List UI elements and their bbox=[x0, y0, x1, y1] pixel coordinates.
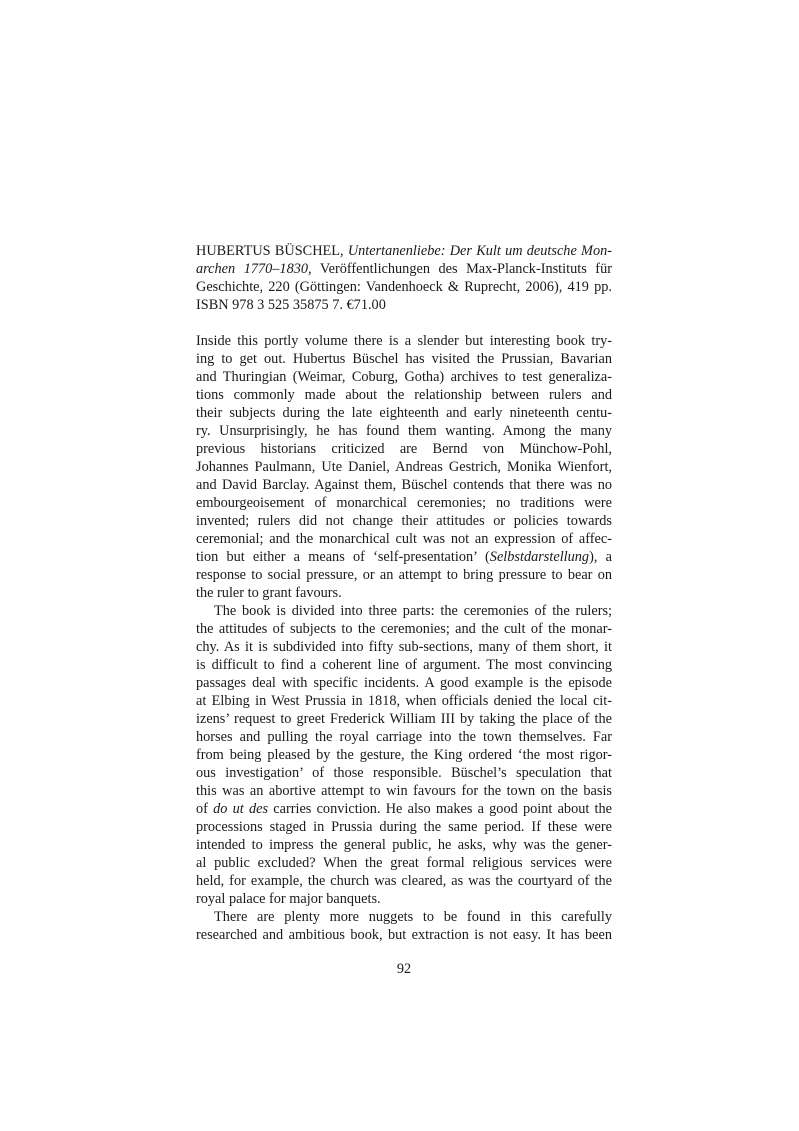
body-line: ous investigation’ of those responsible. Büschel’s speculation that bbox=[196, 765, 612, 781]
body-line: and Thuringian (Weimar, Coburg, Gotha) archives to test generaliza- bbox=[196, 369, 612, 385]
review-page bbox=[196, 0, 612, 1131]
book-title: Untertanenliebe: Der Kult um deutsche Mon- bbox=[347, 243, 613, 259]
body-line: of do ut des carries conviction. He also makes a good point about the bbox=[196, 801, 613, 817]
body-line: is difficult to find a coherent line of argument. The most convincing bbox=[196, 657, 612, 673]
body-line: Johannes Paulmann, Ute Daniel, Andreas Gestrich, Monika Wienfort, bbox=[196, 459, 612, 475]
body-line: previous historians criticized are Bernd von Münchow-Pohl, bbox=[196, 441, 612, 457]
body-line: at Elbing in West Prussia in 1818, when officials denied the local cit- bbox=[196, 693, 612, 709]
body-line: al public excluded? When the great formal religious services were bbox=[196, 855, 612, 871]
body-line: processions staged in Prussia during the same period. If these were bbox=[196, 819, 612, 835]
body-line: researched and ambitious book, but extraction is not easy. It has been bbox=[196, 927, 612, 943]
body-line: The book is divided into three parts: the ceremonies of the rulers; bbox=[214, 603, 612, 619]
body-line: the attitudes of subjects to the ceremonies; and the cult of the monar- bbox=[196, 621, 612, 637]
body-line: from being pleased by the gesture, the King ordered ‘the most rigor- bbox=[196, 747, 612, 763]
body-line: passages deal with specific incidents. A good example is the episode bbox=[196, 675, 612, 691]
page-number: 92 bbox=[396, 961, 412, 977]
book-title: archen 1770–1830 bbox=[196, 261, 309, 277]
isbn-price: ISBN 978 3 525 35875 7. €71.00 bbox=[196, 297, 386, 313]
body-line: their subjects during the late eighteenth and early nineteenth centu- bbox=[196, 405, 612, 421]
body-line: tion but either a means of ‘self-presentation’ (Selbstdarstellung), a bbox=[196, 549, 612, 565]
body-line: embourgeoisement of monarchical ceremonies; no traditions were bbox=[196, 495, 612, 511]
citation-line bbox=[196, 242, 612, 260]
author-name: HUBERTUS BÜSCHEL, bbox=[196, 243, 348, 259]
body-line: and David Barclay. Against them, Büschel contends that there was no bbox=[196, 477, 612, 493]
italic-term: do ut des bbox=[213, 801, 269, 817]
body-line: this was an abortive attempt to win favours for the town on the basis bbox=[196, 783, 612, 799]
body-line: royal palace for major banquets. bbox=[196, 891, 381, 907]
body-line: tions commonly made about the relationship between rulers and bbox=[196, 387, 612, 403]
body-line: izens’ request to greet Frederick William III by taking the place of the bbox=[196, 711, 612, 727]
body-line: invented; rulers did not change their attitudes or policies towards bbox=[196, 513, 612, 529]
citation-line: Geschichte, 220 (Göttingen: Vandenhoeck & Ruprecht, 2006), 419 pp. bbox=[196, 279, 612, 295]
body-line: chy. As it is subdivided into fifty sub-sections, many of them short, it bbox=[196, 639, 612, 655]
body-line: horses and pulling the royal carriage into the town themselves. Far bbox=[196, 729, 612, 745]
italic-term: Selbstdarstellung bbox=[489, 549, 590, 565]
body-line: response to social pressure, or an attempt to bring pressure to bear on bbox=[196, 567, 612, 583]
body-line: There are plenty more nuggets to be found in this carefully bbox=[214, 909, 612, 925]
body-line: the ruler to grant favours. bbox=[196, 585, 342, 601]
body-line: ing to get out. Hubertus Büschel has visited the Prussian, Bavarian bbox=[196, 351, 612, 367]
body-line: intended to impress the general public, he asks, why was the gener- bbox=[196, 837, 612, 853]
series-info: , Veröffentlichungen des Max-Planck-Instituts für bbox=[308, 261, 612, 277]
body-line: ceremonial; and the monarchical cult was not an expression of affec- bbox=[196, 531, 612, 547]
body-line: ry. Unsurprisingly, he has found them wanting. Among the many bbox=[196, 423, 612, 439]
body-line: Inside this portly volume there is a slender but interesting book try- bbox=[196, 333, 612, 349]
body-line: held, for example, the church was cleared, as was the courtyard of the bbox=[196, 873, 612, 889]
citation-line bbox=[196, 260, 612, 278]
